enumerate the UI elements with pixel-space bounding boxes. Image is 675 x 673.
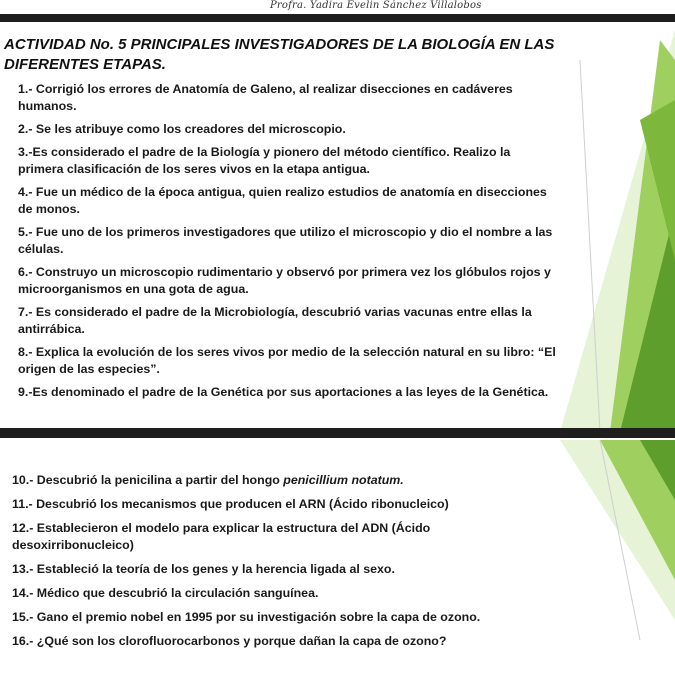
top-band [0,14,675,22]
question-item: 14.- Médico que descubrió la circulación sanguínea. [12,586,319,600]
question-list-1 [18,81,558,407]
question-item: 8.- Explica la evolución de los seres vivos por medio de la selección natural en su libro: “El origen de las especies”. [18,345,556,376]
question-item: 16.- ¿Qué son los clorofluorocarbonos y porque dañan la capa de ozono? [12,634,447,648]
question-item: 6.- Construyo un microscopio rudimentario y observó por primera vez los glóbulos rojos y microorganismos en una gota de agua. [18,265,551,296]
question-item: 13.- Estableció la teoría de los genes y la herencia ligada al sexo. [12,562,395,576]
question-item: 9.-Es denominado el padre de la Genética por sus aportaciones a las leyes de la Genética. [18,385,549,399]
question-item: 5.- Fue uno de los primeros investigadores que utilizo el microscopio y dio el nombre a las células. [18,225,553,256]
question-item: 7.- Es considerado el padre de la Microbiología, descubrió varias vacunas entre ellas la antirrábica. [18,305,532,336]
question-item: 4.- Fue un médico de la época antigua, quien realizo estudios de anatomía en disecciones de monos. [18,185,547,216]
question-item: 3.-Es considerado el padre de la Biología y pionero del método científico. Realizo la primera clasificación de los seres vivos en la etapa antigua. [18,145,511,176]
page-title: ACTIVIDAD No. 5 PRINCIPALES INVESTIGADORES DE LA BIOLOGÍA EN LAS DIFERENTES ETAPAS. [4,36,555,73]
middle-band [0,428,675,438]
question-item: 1.- Corrigió los errores de Anatomía de Galeno, al realizar disecciones en cadáveres humanos. [18,82,513,113]
question-list-2 [12,472,552,657]
species-name: penicillium notatum. [283,473,404,487]
question-item: 11.- Descubrió los mecanismos que producen el ARN (Ácido ribonucleico) [12,497,449,511]
question-item: 2.- Se les atribuye como los creadores del microscopio. [18,122,346,136]
question-item: 12.- Establecieron el modelo para explicar la estructura del ADN (Ácido desoxirribonucleico) [12,521,431,552]
author-signature: Profra. Yadira Evelin Sánchez Villalobos [270,0,482,11]
question-item: 15.- Gano el premio nobel en 1995 por su investigación sobre la capa de ozono. [12,610,481,624]
question-text: 10.- Descubrió la penicilina a partir del hongo [12,473,284,487]
question-item [12,472,552,489]
